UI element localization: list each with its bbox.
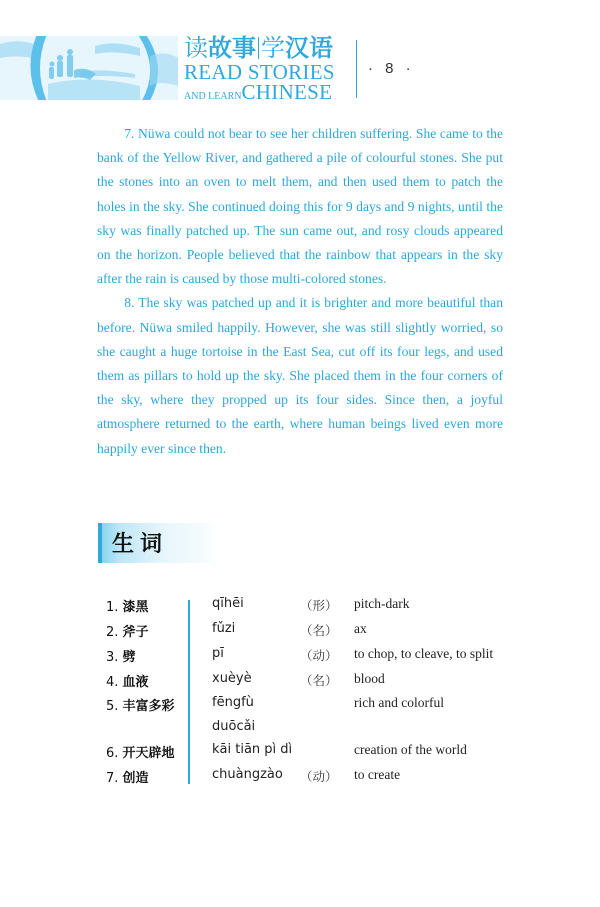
page-header — [0, 30, 600, 105]
vocab-number: 4. — [106, 675, 119, 690]
vocabulary-heading — [98, 523, 220, 563]
vocab-word — [106, 671, 149, 690]
brand-cn-read: 读 — [184, 34, 208, 62]
vocab-number: 6. — [106, 746, 119, 761]
vocab-hanzi: 血液 — [122, 675, 149, 690]
vocab-word — [106, 695, 175, 714]
vocab-part-of-speech: （名） — [300, 623, 338, 638]
vocab-pinyin: xuèyè — [212, 671, 252, 686]
series-title-en-line1: READ STORIES — [184, 60, 335, 84]
vocab-word — [106, 742, 175, 761]
vocab-meaning: blood — [354, 671, 385, 686]
vocab-number: 5. — [106, 699, 119, 714]
header-divider — [356, 40, 357, 98]
brand-cn-learn: 学 — [261, 34, 285, 62]
vocab-hanzi: 开天辟地 — [122, 746, 175, 761]
landscape-illustration-icon — [0, 36, 178, 100]
vocab-meaning: ax — [354, 621, 367, 636]
brand-en-chinese: CHINESE — [241, 80, 333, 104]
series-title-cn — [184, 34, 344, 62]
vocabulary-title: 生词 — [112, 532, 169, 557]
vocabulary-divider — [188, 600, 190, 784]
vocab-pinyin: pī — [212, 646, 224, 661]
vocab-part-of-speech: （动） — [300, 648, 338, 663]
vocab-pinyin: fēngfù — [212, 695, 254, 710]
brand-en-and-learn: AND LEARN — [184, 91, 242, 102]
series-title-en-line2 — [184, 82, 344, 107]
vocab-word — [106, 596, 149, 615]
brand-cn-chinese: 汉语 — [285, 34, 333, 62]
vocab-number: 7. — [106, 771, 119, 786]
vocab-hanzi: 丰富多彩 — [122, 699, 175, 714]
vocab-part-of-speech: （动） — [300, 769, 338, 784]
vocab-pinyin: chuàngzào — [212, 767, 283, 782]
vocab-hanzi: 创造 — [122, 771, 149, 786]
brand-cn-story: 故事 — [208, 34, 256, 62]
vocab-meaning: rich and colorful — [354, 695, 444, 710]
vocab-meaning: creation of the world — [354, 742, 467, 757]
vocab-meaning: pitch-dark — [354, 596, 410, 611]
vocab-number: 3. — [106, 650, 119, 665]
story-paragraph-7: 7. Nüwa could not bear to see her children suffering. She came to the bank of the Yellow River, and gathered a pile of colourful stones. She put the stones into an oven to melt them, and then used them to patch the holes in the sky. She continued doing this for 9 days and 9 nights, until the sky was finally patched up. The sun came out, and rosy clouds appeared on the horizon. People believed that the rainbow that appears in the sky after the rain is caused by those multi-colored stones. — [97, 126, 503, 287]
series-logo — [184, 34, 344, 107]
vocab-number: 1. — [106, 600, 119, 615]
vocab-meaning: to chop, to cleave, to split — [354, 646, 494, 661]
vocab-pinyin-continued: duōcǎi — [212, 719, 256, 734]
vocab-part-of-speech: （名） — [300, 673, 338, 688]
vocab-part-of-speech: （形） — [300, 598, 338, 613]
vocab-pinyin: qīhēi — [212, 596, 244, 611]
story-paragraph-8: 8. The sky was patched up and it is brighter and more beautiful than before. Nüwa smiled happily. However, she was still slightly worried, so she caught a huge tortoise in the East Sea, cut off its four legs, and used them as pillars to hold up the sky. She placed them in the four corners of the sky, where they propped up its four sides. Since then, a joyful atmosphere returned to the earth, where human beings lived even more happily ever since then. — [97, 295, 503, 456]
page-number: · 8 · — [368, 60, 415, 77]
vocab-hanzi: 漆黑 — [122, 600, 149, 615]
vocab-meaning: to create — [354, 767, 401, 782]
vocab-word — [106, 767, 149, 786]
header-illustration — [0, 36, 178, 100]
vocab-pinyin: kāi tiān pì dì — [212, 742, 293, 757]
vocab-number: 2. — [106, 625, 119, 640]
story-text — [97, 122, 503, 461]
vocab-hanzi: 劈 — [122, 650, 136, 665]
vocab-word — [106, 621, 149, 640]
vocab-pinyin: fǔzi — [212, 621, 236, 636]
brand-separator — [258, 37, 259, 59]
vocab-hanzi: 斧子 — [122, 625, 149, 640]
vocab-word — [106, 646, 136, 665]
